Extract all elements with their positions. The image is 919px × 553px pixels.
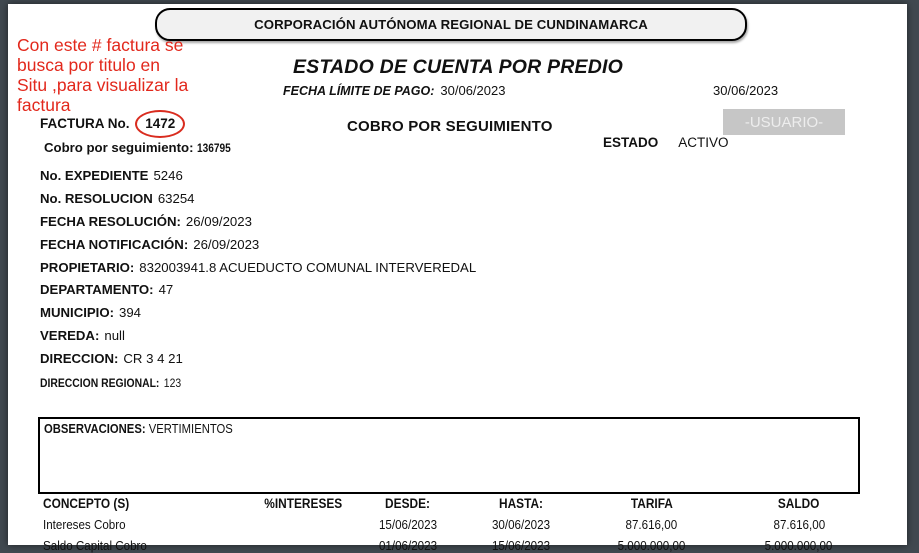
usuario-placeholder: -USUARIO-	[744, 113, 824, 131]
observaciones-label: OBSERVACIONES:	[44, 421, 146, 436]
table-header-row	[38, 496, 874, 511]
document-title: ESTADO DE CUENTA POR PREDIO	[292, 56, 624, 78]
estado-line	[603, 135, 729, 150]
col-intereses: %INTERESES	[264, 496, 342, 511]
field-municipio: MUNICIPIO: 394	[40, 305, 142, 321]
payment-deadline-line	[283, 83, 505, 98]
observaciones-box	[38, 417, 860, 494]
field-direccion: DIRECCION: CR 3 4 21	[40, 351, 183, 367]
field-fecha-notificacion: FECHA NOTIFICACIÓN: 26/09/2023	[40, 236, 260, 252]
cobro-label: Cobro por seguimiento:	[44, 140, 194, 155]
col-saldo: SALDO	[778, 496, 820, 511]
field-fecha-resolucion: FECHA RESOLUCIÓN: 26/09/2023	[40, 213, 252, 229]
annotation-line: Con este # factura se	[17, 35, 184, 55]
invoice-label: FACTURA No.	[40, 116, 130, 131]
observaciones-value: VERTIMIENTOS	[148, 421, 233, 436]
estado-label: ESTADO	[603, 135, 659, 150]
col-hasta: HASTA:	[499, 496, 543, 511]
usuario-redaction-box	[723, 109, 845, 135]
document-date: 30/06/2023	[713, 83, 779, 98]
col-concepto: CONCEPTO (S)	[43, 496, 130, 511]
section-title: COBRO POR SEGUIMIENTO	[347, 118, 553, 135]
col-desde: DESDE:	[385, 496, 431, 511]
org-header-box	[155, 8, 747, 41]
table-row: Saldo Capital Cobro 01/06/2023 15/06/2023 5.000.000,00 5.000.000,00	[43, 538, 833, 553]
org-header-title: CORPORACIÓN AUTÓNOMA REGIONAL DE CUNDINAMARCA	[254, 17, 648, 32]
field-list	[40, 168, 740, 397]
annotation-line: factura	[17, 95, 71, 115]
cobro-value: 136795	[197, 143, 232, 155]
annotation-line: busca por titulo en	[17, 55, 161, 75]
field-direccion-regional: DIRECCION REGIONAL: 123	[40, 376, 182, 391]
field-propietario: PROPIETARIO: 832003941.8 ACUEDUCTO COMUNAL INTERVEREDAL	[40, 259, 477, 275]
table-row: Intereses Cobro 15/06/2023 30/06/2023 87.616,00 87.616,00	[43, 517, 825, 532]
payment-deadline-label: FECHA LÍMITE DE PAGO:	[283, 84, 435, 98]
field-resolucion: No. RESOLUCION 63254	[40, 190, 195, 206]
invoice-number-circled: 1472	[135, 110, 185, 138]
cobro-seguimiento-line	[44, 140, 236, 155]
col-tarifa: TARIFA	[630, 496, 673, 511]
document-page	[8, 4, 907, 553]
handwritten-red-annotation	[17, 35, 237, 115]
field-vereda: VEREDA: null	[40, 328, 125, 344]
field-expediente: No. EXPEDIENTE 5246	[40, 168, 183, 183]
payment-deadline-value: 30/06/2023	[440, 83, 506, 98]
estado-value: ACTIVO	[678, 135, 729, 150]
invoice-number-line	[40, 116, 178, 131]
annotation-line: Situ ,para visualizar la	[17, 75, 189, 95]
field-departamento: DEPARTAMENTO: 47	[40, 282, 174, 298]
